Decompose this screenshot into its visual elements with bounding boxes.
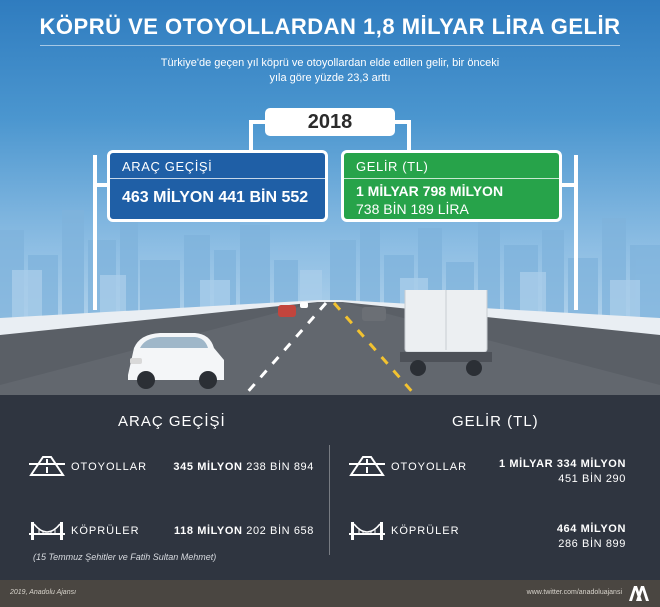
revenue-highways-label: OTOYOLLAR [391, 461, 468, 473]
vehicle-count-card [107, 150, 328, 222]
sign-post-center-right [407, 120, 411, 150]
page-subtitle [120, 56, 540, 86]
revenue-highways-value-bold: 1 MİLYAR 334 MİLYON [499, 458, 626, 470]
vehicles-column-title: ARAÇ GEÇİŞİ [118, 413, 226, 430]
bridge-icon [349, 520, 385, 542]
highway-icon [29, 455, 65, 477]
footer [0, 580, 660, 607]
vehicles-highways-value [173, 461, 314, 473]
footer-twitter-link[interactable]: www.twitter.com/anadoluajansi [526, 589, 622, 596]
vehicles-bridges-label: KÖPRÜLER [71, 525, 140, 537]
subtitle-line-1: Türkiye'de geçen yıl köprü ve otoyollardan elde edilen gelir, bir önceki [160, 57, 500, 69]
revenue-highways-value [499, 458, 626, 485]
bridges-note: (15 Temmuz Şehitler ve Fatih Sultan Mehmet) [33, 552, 217, 562]
card-divider [344, 178, 559, 179]
sign-post-center-left [249, 120, 253, 150]
vehicle-count-value: 463 MİLYON 441 BİN 552 [122, 189, 309, 206]
revenue-card [341, 150, 562, 222]
subtitle-line-2: yıla göre yüzde 23,3 arttı [269, 72, 391, 84]
revenue-value-line-2: 738 BİN 189 LİRA [356, 201, 469, 217]
sign-post-right [574, 155, 578, 310]
vehicles-highways-value-bold: 345 MİLYON [173, 461, 243, 473]
breakdown-panel [0, 395, 660, 580]
year-badge: 2018 [265, 108, 395, 136]
bridge-icon [29, 520, 65, 542]
revenue-value-line-1: 1 MİLYAR 798 MİLYON [356, 183, 504, 199]
sign-bar-top-right [393, 120, 411, 124]
column-divider [329, 445, 330, 555]
vehicles-bridges-value [174, 525, 314, 537]
revenue-bridges-value-bold: 464 MİLYON [556, 523, 626, 535]
sign-post-left [93, 155, 97, 310]
revenue-column-title: GELİR (TL) [452, 413, 539, 430]
title-divider [40, 45, 620, 46]
vehicles-highways-value-rest: 238 BİN 894 [246, 461, 314, 473]
footer-credit: 2019, Anadolu Ajansı [10, 589, 77, 596]
vehicles-bridges-value-rest: 202 BİN 658 [246, 525, 314, 537]
sign-bar-right [560, 183, 578, 187]
revenue-label: GELİR (TL) [356, 159, 429, 174]
revenue-bridges-value [557, 523, 626, 550]
vehicles-highways-label: OTOYOLLAR [71, 461, 148, 473]
highway-icon [349, 455, 385, 477]
highway-illustration [0, 290, 660, 395]
revenue-bridges-value-rest: 286 BİN 899 [558, 538, 626, 550]
vehicle-count-label: ARAÇ GEÇİŞİ [122, 159, 213, 174]
anadolu-agency-logo [628, 585, 650, 602]
page-title: KÖPRÜ VE OTOYOLLARDAN 1,8 MİLYAR LİRA GELİR [39, 14, 621, 39]
revenue-bridges-label: KÖPRÜLER [391, 525, 460, 537]
card-divider [110, 178, 325, 179]
vehicles-bridges-value-bold: 118 MİLYON [174, 525, 243, 537]
revenue-highways-value-rest: 451 BİN 290 [558, 473, 626, 485]
